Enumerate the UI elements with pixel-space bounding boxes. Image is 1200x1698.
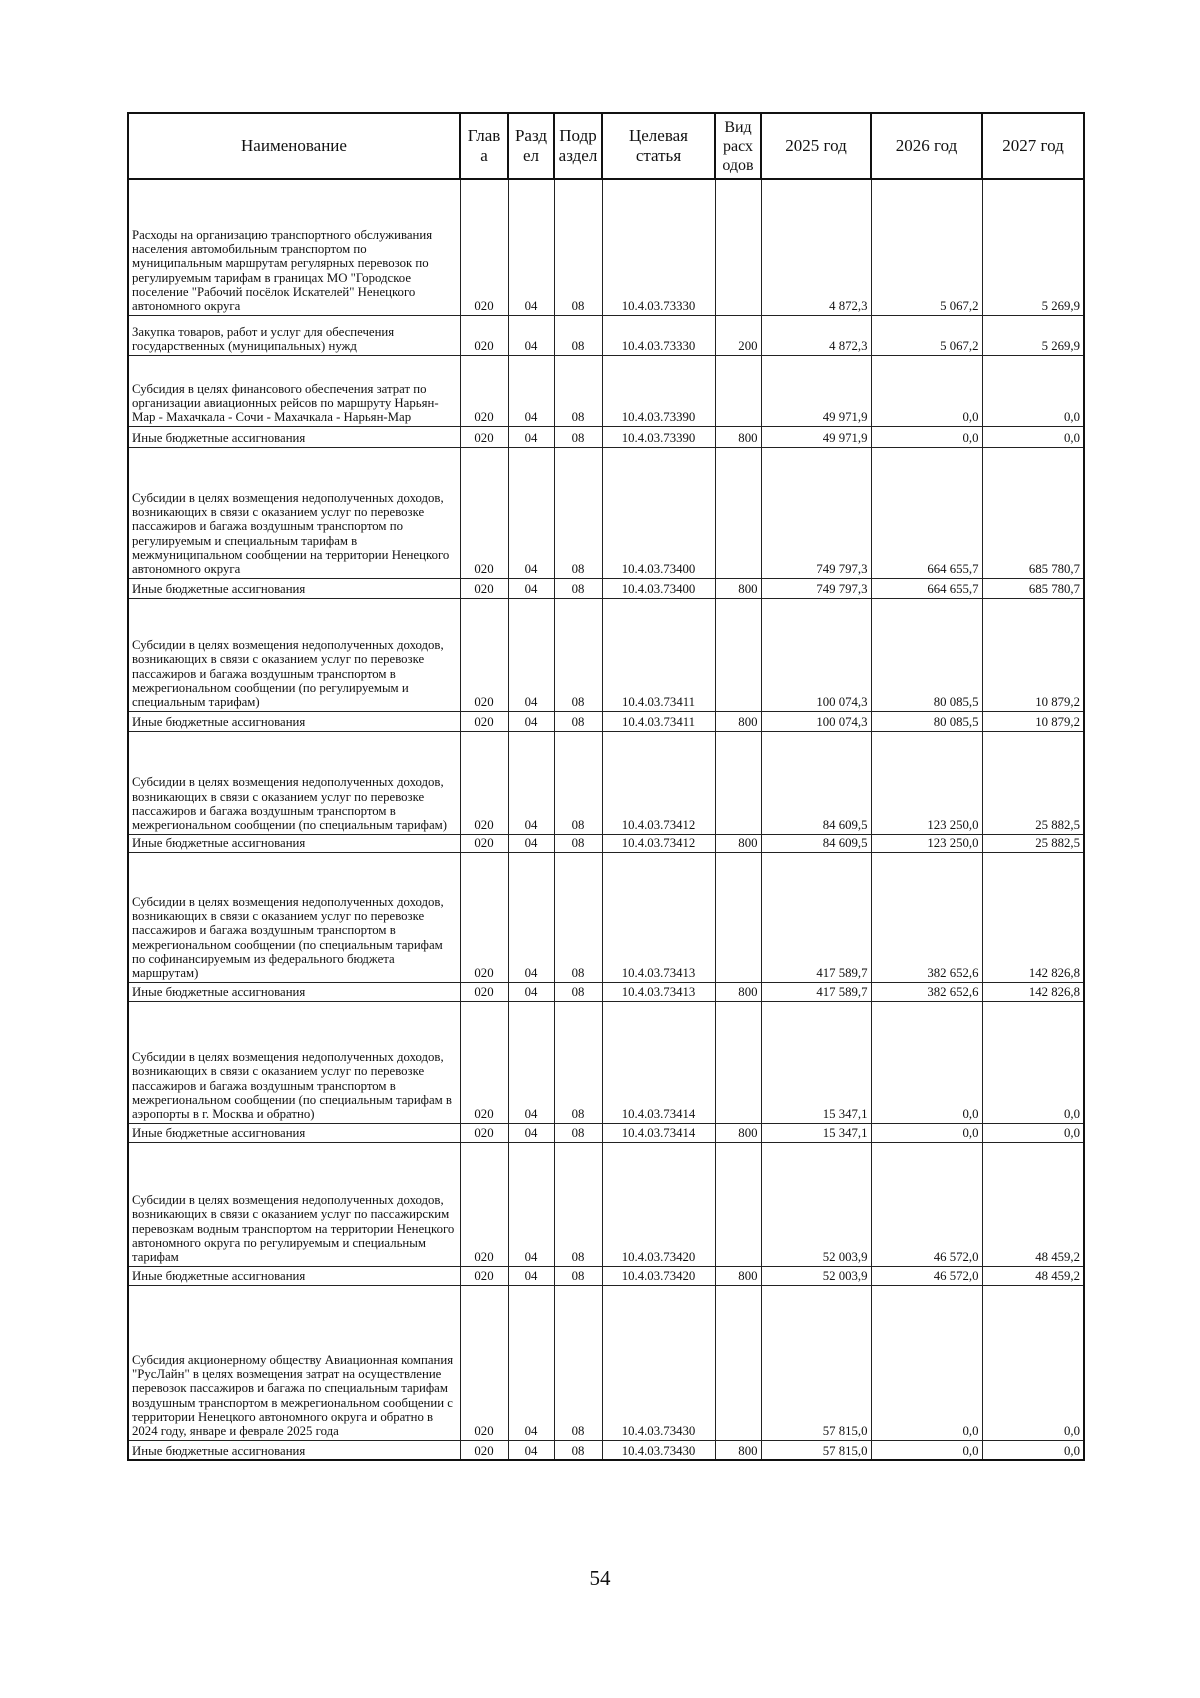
row-value-2027: 0,0	[982, 355, 1084, 426]
header-expense-line1: Вид	[724, 118, 752, 136]
row-expense-type: 800	[715, 1123, 761, 1142]
row-subsection: 08	[554, 1001, 602, 1123]
row-name: Субсидии в целях возмещения недополученных доходов, возникающих в связи с оказанием услуг по перевозке пассажиров и багажа воздушным транспортом в межрегиональном сообщении (по специальным тарифам по софинансируемым из федерального бюджета маршрутам)	[128, 852, 460, 982]
header-expense-type	[715, 113, 761, 179]
row-expense-type	[715, 355, 761, 426]
row-subsection: 08	[554, 1440, 602, 1460]
table-row	[128, 711, 1084, 731]
table-row	[128, 447, 1084, 578]
row-expense-type	[715, 1001, 761, 1123]
row-value-2025: 417 589,7	[761, 852, 871, 982]
row-value-2026: 0,0	[871, 1123, 982, 1142]
row-name: Иные бюджетные ассигнования	[128, 578, 460, 598]
table-row	[128, 1001, 1084, 1123]
row-value-2025: 100 074,3	[761, 711, 871, 731]
row-target-article: 10.4.03.73400	[602, 447, 715, 578]
row-name: Иные бюджетные ассигнования	[128, 834, 460, 852]
row-value-2026: 0,0	[871, 1440, 982, 1460]
row-value-2027: 25 882,5	[982, 834, 1084, 852]
table-row	[128, 982, 1084, 1001]
row-chapter: 020	[460, 1440, 508, 1460]
row-subsection: 08	[554, 179, 602, 315]
row-section: 04	[508, 1142, 554, 1266]
row-value-2026: 46 572,0	[871, 1266, 982, 1285]
row-subsection: 08	[554, 1142, 602, 1266]
row-chapter: 020	[460, 355, 508, 426]
row-value-2027: 0,0	[982, 1440, 1084, 1460]
row-section: 04	[508, 447, 554, 578]
row-chapter: 020	[460, 447, 508, 578]
row-value-2027: 0,0	[982, 1001, 1084, 1123]
header-chapter	[460, 113, 508, 179]
row-value-2026: 46 572,0	[871, 1142, 982, 1266]
row-section: 04	[508, 731, 554, 834]
row-value-2025: 749 797,3	[761, 578, 871, 598]
row-expense-type: 800	[715, 982, 761, 1001]
row-expense-type: 800	[715, 578, 761, 598]
row-section: 04	[508, 426, 554, 447]
row-section: 04	[508, 1001, 554, 1123]
table-row	[128, 834, 1084, 852]
header-target-line2: статья	[635, 146, 682, 165]
row-expense-type: 800	[715, 1266, 761, 1285]
row-section: 04	[508, 179, 554, 315]
budget-table	[127, 112, 1085, 1461]
row-expense-type	[715, 179, 761, 315]
row-name: Расходы на организацию транспортного обслуживания населения автомобильным транспортом по муниципальным маршрутам регулярных перевозок по регулируемым тарифам в границах МО "Городское поселение "Рабочий посёлок Искателей" Ненецкого автономного округа	[128, 179, 460, 315]
row-expense-type: 200	[715, 315, 761, 355]
row-value-2025: 57 815,0	[761, 1285, 871, 1440]
row-target-article: 10.4.03.73420	[602, 1142, 715, 1266]
row-expense-type: 800	[715, 834, 761, 852]
header-target-line1: Целевая	[628, 126, 689, 145]
row-target-article: 10.4.03.73330	[602, 179, 715, 315]
row-value-2027: 0,0	[982, 1123, 1084, 1142]
row-target-article: 10.4.03.73413	[602, 982, 715, 1001]
row-subsection: 08	[554, 731, 602, 834]
row-expense-type: 800	[715, 1440, 761, 1460]
row-subsection: 08	[554, 852, 602, 982]
row-chapter: 020	[460, 179, 508, 315]
table-row	[128, 315, 1084, 355]
row-section: 04	[508, 852, 554, 982]
row-chapter: 020	[460, 426, 508, 447]
row-value-2026: 123 250,0	[871, 731, 982, 834]
row-value-2025: 84 609,5	[761, 834, 871, 852]
table-row	[128, 852, 1084, 982]
row-expense-type: 800	[715, 426, 761, 447]
table-row	[128, 1285, 1084, 1440]
row-expense-type: 800	[715, 711, 761, 731]
row-value-2026: 5 067,2	[871, 179, 982, 315]
row-chapter: 020	[460, 1266, 508, 1285]
header-expense-line3: одов	[722, 156, 754, 174]
row-expense-type	[715, 1285, 761, 1440]
table-row	[128, 598, 1084, 711]
row-value-2025: 15 347,1	[761, 1001, 871, 1123]
table-row	[128, 1142, 1084, 1266]
row-name: Иные бюджетные ассигнования	[128, 1266, 460, 1285]
row-expense-type	[715, 852, 761, 982]
row-target-article: 10.4.03.73412	[602, 834, 715, 852]
row-section: 04	[508, 834, 554, 852]
row-name: Субсидии в целях возмещения недополученных доходов, возникающих в связи с оказанием услуг по перевозке пассажиров и багажа воздушным транспортом в межрегиональном сообщении (по специальным тарифам)	[128, 731, 460, 834]
row-target-article: 10.4.03.73390	[602, 355, 715, 426]
row-value-2026: 0,0	[871, 426, 982, 447]
row-value-2027: 25 882,5	[982, 731, 1084, 834]
row-chapter: 020	[460, 982, 508, 1001]
row-name: Субсидии в целях возмещения недополученных доходов, возникающих в связи с оказанием услуг по перевозке пассажиров и багажа воздушным транспортом в межрегиональном сообщении (по регулируемым и специальным тарифам)	[128, 598, 460, 711]
row-target-article: 10.4.03.73414	[602, 1123, 715, 1142]
row-chapter: 020	[460, 852, 508, 982]
row-value-2027: 685 780,7	[982, 578, 1084, 598]
table-row	[128, 1266, 1084, 1285]
row-subsection: 08	[554, 578, 602, 598]
row-subsection: 08	[554, 598, 602, 711]
row-value-2026: 5 067,2	[871, 315, 982, 355]
table-row	[128, 355, 1084, 426]
row-section: 04	[508, 315, 554, 355]
table-row	[128, 731, 1084, 834]
row-chapter: 020	[460, 315, 508, 355]
row-name: Субсидии в целях возмещения недополученных доходов, возникающих в связи с оказанием услуг по перевозке пассажиров и багажа воздушным транспортом в межрегиональном сообщении (по специальным тарифам в аэропорты в г. Москва и обратно)	[128, 1001, 460, 1123]
row-subsection: 08	[554, 834, 602, 852]
table-row	[128, 179, 1084, 315]
table-row	[128, 426, 1084, 447]
row-name: Субсидии в целях возмещения недополученных доходов, возникающих в связи с оказанием услуг по пассажирским перевозкам водным транспортом на территории Ненецкого автономного округа по регулируемым и специальным тарифам	[128, 1142, 460, 1266]
row-subsection: 08	[554, 982, 602, 1001]
table-body	[128, 179, 1084, 1460]
row-subsection: 08	[554, 315, 602, 355]
row-subsection: 08	[554, 1285, 602, 1440]
row-chapter: 020	[460, 711, 508, 731]
row-target-article: 10.4.03.73400	[602, 578, 715, 598]
row-expense-type	[715, 598, 761, 711]
header-expense-line2: расх	[723, 137, 753, 155]
row-value-2026: 664 655,7	[871, 578, 982, 598]
row-target-article: 10.4.03.73413	[602, 852, 715, 982]
header-chapter-line1: Глав	[467, 126, 501, 145]
row-chapter: 020	[460, 598, 508, 711]
row-value-2026: 382 652,6	[871, 982, 982, 1001]
row-section: 04	[508, 1123, 554, 1142]
row-value-2027: 5 269,9	[982, 315, 1084, 355]
header-2027-label: 2027 год	[1002, 136, 1064, 155]
row-target-article: 10.4.03.73414	[602, 1001, 715, 1123]
table-row	[128, 1123, 1084, 1142]
row-subsection: 08	[554, 355, 602, 426]
row-value-2025: 49 971,9	[761, 426, 871, 447]
row-value-2027: 142 826,8	[982, 852, 1084, 982]
row-chapter: 020	[460, 731, 508, 834]
row-name: Закупка товаров, работ и услуг для обеспечения государственных (муниципальных) нужд	[128, 315, 460, 355]
table-row	[128, 578, 1084, 598]
header-name	[128, 113, 460, 179]
row-value-2027: 10 879,2	[982, 711, 1084, 731]
row-value-2026: 80 085,5	[871, 598, 982, 711]
row-name: Иные бюджетные ассигнования	[128, 1123, 460, 1142]
row-expense-type	[715, 731, 761, 834]
row-expense-type	[715, 1142, 761, 1266]
header-2025-label: 2025 год	[785, 136, 847, 155]
row-target-article: 10.4.03.73412	[602, 731, 715, 834]
row-value-2025: 100 074,3	[761, 598, 871, 711]
row-target-article: 10.4.03.73420	[602, 1266, 715, 1285]
row-value-2026: 664 655,7	[871, 447, 982, 578]
row-value-2025: 52 003,9	[761, 1142, 871, 1266]
row-name: Иные бюджетные ассигнования	[128, 982, 460, 1001]
row-value-2027: 685 780,7	[982, 447, 1084, 578]
header-name-label: Наименование	[241, 136, 347, 155]
row-chapter: 020	[460, 1285, 508, 1440]
header-section	[508, 113, 554, 179]
header-section-line1: Разд	[514, 126, 548, 145]
row-chapter: 020	[460, 1001, 508, 1123]
row-name: Иные бюджетные ассигнования	[128, 426, 460, 447]
row-name: Субсидия в целях финансового обеспечения затрат по организации авиационных рейсов по маршруту Нарьян-Мар - Махачкала - Сочи - Махачкала - Нарьян-Мар	[128, 355, 460, 426]
row-value-2027: 48 459,2	[982, 1266, 1084, 1285]
row-value-2026: 0,0	[871, 1285, 982, 1440]
header-2026-label: 2026 год	[895, 136, 958, 155]
row-value-2025: 15 347,1	[761, 1123, 871, 1142]
row-value-2025: 84 609,5	[761, 731, 871, 834]
row-section: 04	[508, 1440, 554, 1460]
row-name: Субсидия акционерному обществу Авиационная компания "РусЛайн" в целях возмещения затрат на осуществление перевозок пассажиров и багажа по специальным тарифам воздушным транспортом в межрегиональном сообщении с территории Ненецкого автономного округа и обратно в 2024 году, январе и феврале 2025 года	[128, 1285, 460, 1440]
table-row	[128, 1440, 1084, 1460]
row-name: Субсидии в целях возмещения недополученных доходов, возникающих в связи с оказанием услуг по перевозке пассажиров и багажа воздушным транспортом по регулируемым и специальным тарифам в межмуниципальном сообщении на территории Ненецкого автономного округа	[128, 447, 460, 578]
row-value-2026: 0,0	[871, 1001, 982, 1123]
row-section: 04	[508, 355, 554, 426]
header-subsection	[554, 113, 602, 179]
row-name: Иные бюджетные ассигнования	[128, 711, 460, 731]
row-value-2027: 0,0	[982, 1285, 1084, 1440]
row-value-2027: 10 879,2	[982, 598, 1084, 711]
row-chapter: 020	[460, 1142, 508, 1266]
row-target-article: 10.4.03.73430	[602, 1440, 715, 1460]
row-value-2025: 4 872,3	[761, 315, 871, 355]
page-number: 54	[589, 1566, 611, 1590]
header-chapter-line2: а	[480, 146, 488, 165]
row-subsection: 08	[554, 1123, 602, 1142]
row-name: Иные бюджетные ассигнования	[128, 1440, 460, 1460]
header-section-line2: ел	[522, 146, 540, 165]
row-subsection: 08	[554, 1266, 602, 1285]
row-value-2025: 749 797,3	[761, 447, 871, 578]
row-target-article: 10.4.03.73390	[602, 426, 715, 447]
row-chapter: 020	[460, 834, 508, 852]
row-section: 04	[508, 1266, 554, 1285]
row-section: 04	[508, 598, 554, 711]
row-value-2027: 0,0	[982, 426, 1084, 447]
row-subsection: 08	[554, 711, 602, 731]
row-value-2026: 123 250,0	[871, 834, 982, 852]
header-subsection-line2: аздел	[558, 146, 598, 165]
row-target-article: 10.4.03.73330	[602, 315, 715, 355]
row-value-2027: 5 269,9	[982, 179, 1084, 315]
header-row	[128, 113, 1084, 179]
row-value-2025: 49 971,9	[761, 355, 871, 426]
row-value-2025: 57 815,0	[761, 1440, 871, 1460]
row-section: 04	[508, 982, 554, 1001]
row-subsection: 08	[554, 426, 602, 447]
row-section: 04	[508, 711, 554, 731]
header-2025	[761, 113, 871, 179]
header-2026	[871, 113, 982, 179]
row-target-article: 10.4.03.73411	[602, 711, 715, 731]
row-value-2026: 0,0	[871, 355, 982, 426]
row-section: 04	[508, 1285, 554, 1440]
row-chapter: 020	[460, 578, 508, 598]
row-chapter: 020	[460, 1123, 508, 1142]
row-value-2025: 52 003,9	[761, 1266, 871, 1285]
row-value-2026: 382 652,6	[871, 852, 982, 982]
row-value-2026: 80 085,5	[871, 711, 982, 731]
row-target-article: 10.4.03.73411	[602, 598, 715, 711]
row-section: 04	[508, 578, 554, 598]
header-subsection-line1: Подр	[559, 126, 597, 145]
row-value-2025: 4 872,3	[761, 179, 871, 315]
row-expense-type	[715, 447, 761, 578]
row-target-article: 10.4.03.73430	[602, 1285, 715, 1440]
header-target	[602, 113, 715, 179]
row-subsection: 08	[554, 447, 602, 578]
row-value-2027: 142 826,8	[982, 982, 1084, 1001]
row-value-2025: 417 589,7	[761, 982, 871, 1001]
row-value-2027: 48 459,2	[982, 1142, 1084, 1266]
header-2027	[982, 113, 1084, 179]
